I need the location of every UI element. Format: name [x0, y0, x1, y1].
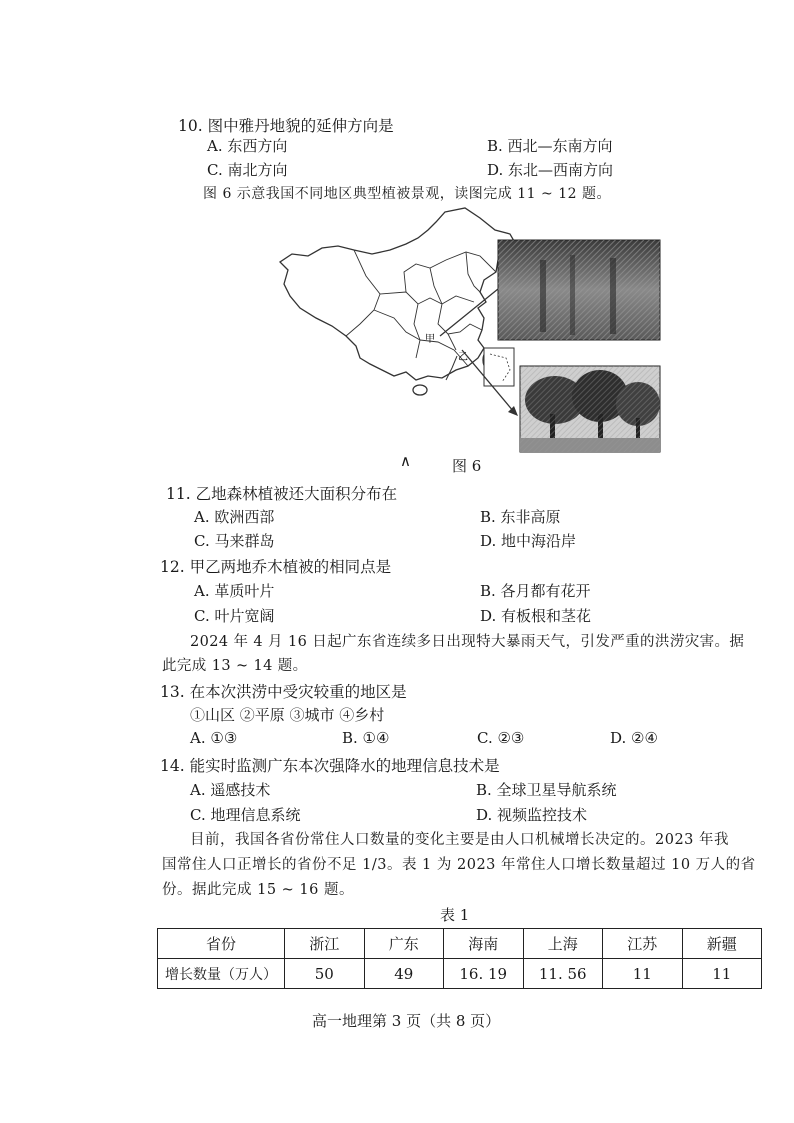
q13-option-a: A. ①③ — [190, 729, 238, 747]
table-cell-value: 11. 56 — [523, 959, 603, 989]
table-cell-value: 49 — [364, 959, 444, 989]
china-map-figure — [270, 200, 670, 460]
q11-option-a: A. 欧洲西部 — [194, 508, 275, 526]
q14-option-a: A. 遥感技术 — [190, 781, 271, 799]
label-jia: 甲 — [425, 334, 435, 345]
table-cell-province: 江苏 — [603, 929, 683, 959]
table-row-provinces — [158, 929, 762, 959]
table-cell-province: 新疆 — [682, 929, 762, 959]
q13-items: ①山区 ②平原 ③城市 ④乡村 — [190, 706, 385, 724]
q12-option-c: C. 叶片宽阔 — [194, 607, 275, 625]
q11-option-b: B. 东非高原 — [480, 508, 561, 526]
q13-option-d: D. ②④ — [610, 729, 658, 747]
q10-option-c: C. 南北方向 — [207, 161, 288, 179]
q14-option-c: C. 地理信息系统 — [190, 806, 301, 824]
table-cell-value: 50 — [285, 959, 365, 989]
q11-stem: 11. 乙地森林植被还大面积分布在 — [166, 485, 398, 503]
caption-mark-icon: ∧ — [400, 452, 411, 470]
table-cell-value: 11 — [682, 959, 762, 989]
figure-6 — [270, 200, 670, 460]
figure-intro: 图 6 示意我国不同地区典型植被景观，读图完成 11 ~ 12 题。 — [203, 186, 611, 202]
q13-stem: 13. 在本次洪涝中受灾较重的地区是 — [160, 683, 407, 701]
flood-intro-line1: 2024 年 4 月 16 日起广东省连续多日出现特大暴雨天气，引发严重的洪涝灾害。据 — [190, 634, 745, 650]
table-title: 表 1 — [440, 906, 470, 924]
south-china-sea-inset — [484, 348, 514, 386]
q13-option-b: B. ①④ — [342, 729, 390, 747]
pop-intro-line1: 目前，我国各省份常住人口数量的变化主要是由人口机械增长决定的。2023 年我 — [190, 832, 730, 848]
q14-stem: 14. 能实时监测广东本次强降水的地理信息技术是 — [160, 757, 500, 775]
table-cell-province: 广东 — [364, 929, 444, 959]
pop-intro-line2: 国常住人口正增长的省份不足 1/3。表 1 为 2023 年常住人口增长数量超过 10 万人的省 — [162, 857, 756, 873]
q13-option-c: C. ②③ — [477, 729, 525, 747]
vegetation-photo-2 — [520, 366, 660, 452]
label-yi: 乙 — [458, 352, 468, 363]
q10-stem: 10. 图中雅丹地貌的延伸方向是 — [178, 117, 394, 135]
q14-option-d: D. 视频监控技术 — [476, 806, 588, 824]
q12-stem: 12. 甲乙两地乔木植被的相同点是 — [160, 558, 392, 576]
q11-option-c: C. 马来群岛 — [194, 532, 275, 550]
q10-option-a: A. 东西方向 — [207, 137, 288, 155]
q10-option-b: B. 西北—东南方向 — [487, 137, 613, 155]
table-cell-province: 海南 — [444, 929, 524, 959]
q12-option-d: D. 有板根和茎花 — [480, 607, 592, 625]
q12-option-a: A. 革质叶片 — [194, 582, 275, 600]
q12-option-b: B. 各月都有花开 — [480, 582, 591, 600]
table-cell-province: 上海 — [523, 929, 603, 959]
table-row-values — [158, 959, 762, 989]
page-footer: 高一地理第 3 页（共 8 页） — [312, 1012, 501, 1030]
flood-intro-line2: 此完成 13 ~ 14 题。 — [162, 658, 308, 674]
figure-caption: 图 6 — [452, 457, 482, 475]
table-1 — [157, 928, 762, 989]
table-cell-value: 16. 19 — [444, 959, 524, 989]
pop-intro-line3: 份。据此完成 15 ~ 16 题。 — [162, 882, 354, 898]
table-cell-value: 11 — [603, 959, 683, 989]
vegetation-photo-1 — [498, 240, 660, 340]
q10-option-d: D. 东北—西南方向 — [487, 161, 614, 179]
table-head-growth: 增长数量（万人） — [158, 959, 285, 989]
table-cell-province: 浙江 — [285, 929, 365, 959]
q14-option-b: B. 全球卫星导航系统 — [476, 781, 617, 799]
q11-option-d: D. 地中海沿岸 — [480, 532, 577, 550]
table-head-province: 省份 — [158, 929, 285, 959]
